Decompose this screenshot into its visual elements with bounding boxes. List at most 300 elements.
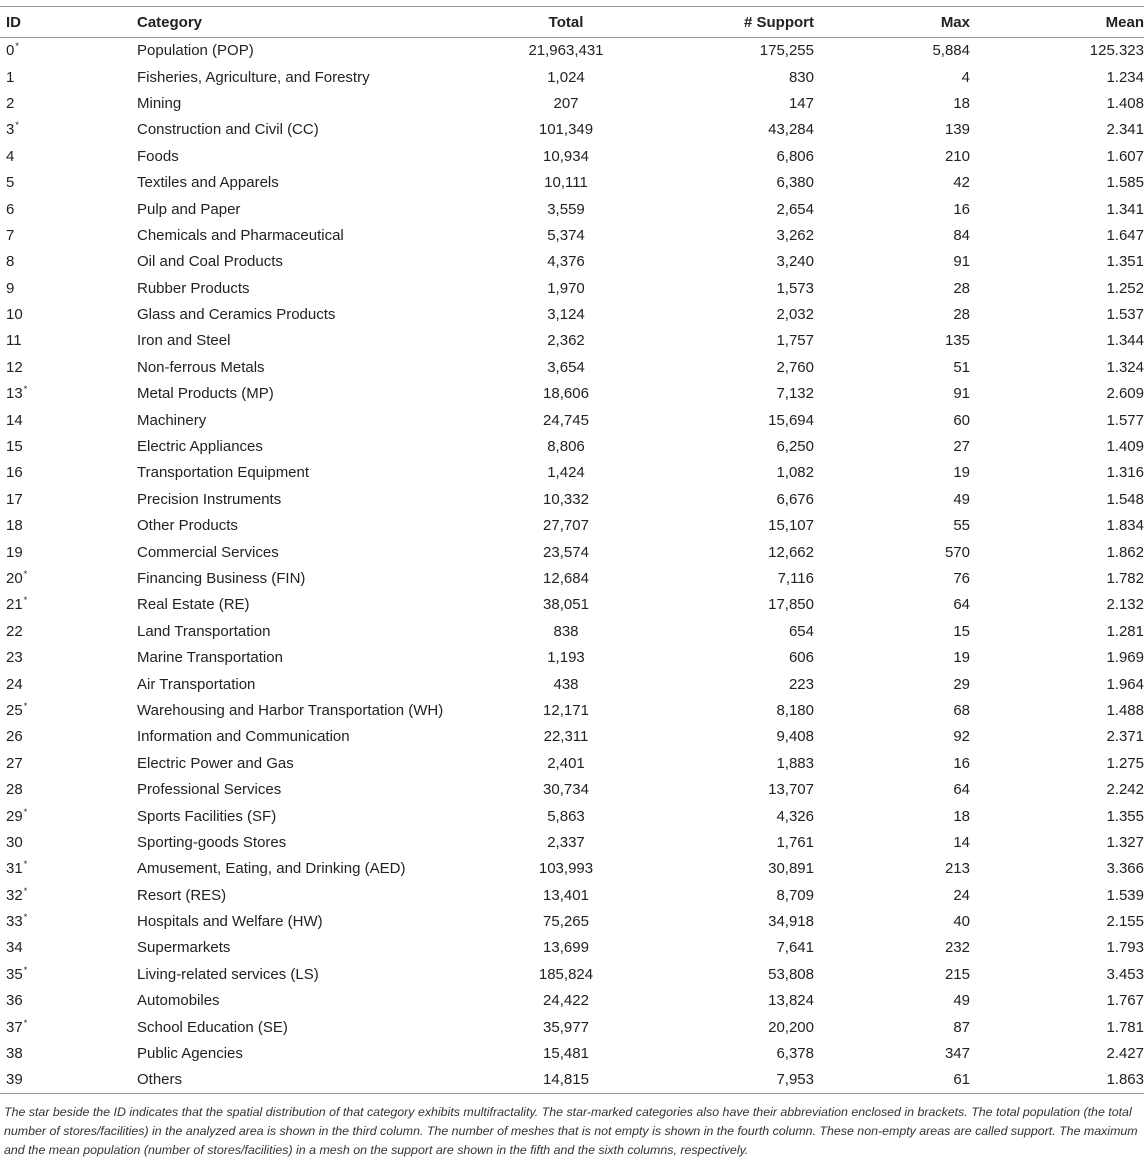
cell-support: 7,132 [776,385,814,403]
id-value: 8 [6,253,15,271]
table-row [0,803,1144,829]
id-value: 9 [6,279,15,297]
cell-support: 1,883 [776,754,814,772]
cell-id [0,354,137,380]
multifractal-star: * [23,912,28,923]
cell-category: Financing Business (FIN) [137,570,306,587]
cell-id [0,988,137,1014]
cell-support: 15,694 [768,411,814,429]
table-row [0,64,1144,90]
cell-support: 8,709 [776,886,814,904]
cell-max: 76 [953,570,970,587]
cell-mean: 1.969 [1106,649,1144,667]
cell-support: 1,082 [776,464,814,482]
table-row [0,829,1144,855]
multifractal-star: * [23,1017,28,1028]
id-value: 12 [6,358,23,376]
table-row [0,275,1144,301]
cell-max: 210 [944,147,970,165]
multifractal-star: * [23,806,28,817]
data-table [0,6,1144,1094]
cell-id [0,143,137,169]
cell-mean: 1.647 [1106,226,1144,244]
id-value: 1 [6,68,15,86]
cell-category: Textiles and Apparels [137,174,279,192]
id-value: 29 [6,807,23,825]
cell-total: 103,993 [538,860,594,878]
id-value: 36 [6,992,23,1010]
id-value: 23 [6,649,23,667]
table-row [0,592,1144,618]
cell-max: 19 [953,649,970,667]
table-row [0,724,1144,750]
cell-support: 1,757 [776,332,814,350]
cell-max: 213 [944,860,970,878]
id-value: 22 [6,622,23,640]
cell-id [0,803,137,829]
cell-category: Transportation Equipment [137,464,310,482]
cell-id [0,1067,137,1093]
header-row [0,7,1144,38]
cell-category: Metal Products (MP) [137,385,274,403]
id-value: 15 [6,438,23,456]
id-value: 10 [6,306,23,324]
table-row [0,961,1144,987]
header-id: ID [6,13,21,31]
header-support: # Support [744,13,814,31]
cell-support: 1,761 [776,833,814,851]
table-row [0,988,1144,1014]
cell-max: 55 [953,517,970,535]
cell-max: 84 [953,226,970,244]
cell-max: 42 [953,174,970,192]
cell-support: 7,953 [776,1071,814,1089]
cell-total: 14,815 [543,1071,589,1089]
cell-max: 91 [953,385,970,403]
cell-total: 27,707 [543,517,589,535]
cell-mean: 1.834 [1106,517,1144,535]
cell-total: 10,934 [543,147,589,165]
cell-mean: 1.964 [1106,675,1144,693]
id-value: 39 [6,1071,23,1089]
header-max: Max [940,13,970,31]
id-value: 4 [6,147,15,165]
table-row [0,1067,1144,1093]
cell-max: 15 [953,622,970,640]
cell-category: Sports Facilities (SF) [137,807,277,825]
cell-category: Information and Communication [137,728,350,746]
id-value: 18 [6,517,23,535]
cell-max: 28 [953,306,970,324]
cell-total: 10,111 [544,174,588,192]
cell-id [0,565,137,591]
cell-mean: 2.427 [1106,1045,1144,1063]
cell-max: 51 [953,358,970,376]
cell-category: Iron and Steel [137,332,231,350]
table-row [0,697,1144,723]
cell-support: 3,240 [776,253,814,271]
cell-mean: 1.781 [1106,1018,1144,1036]
multifractal-star: * [23,859,28,870]
multifractal-star: * [23,569,28,579]
table-row [0,908,1144,934]
cell-id [0,908,137,934]
cell-category: Resort (RES) [137,886,227,904]
cell-category: Mining [137,94,182,112]
cell-id [0,935,137,961]
cell-max: 27 [953,438,970,456]
cell-category: Other Products [137,517,238,535]
cell-mean: 1.275 [1106,754,1144,772]
cell-mean: 1.577 [1106,411,1144,429]
cell-id [0,882,137,908]
table-row [0,618,1144,644]
multifractal-star: * [15,120,19,131]
id-value: 11 [6,332,22,350]
cell-category: Supermarkets [137,939,231,957]
cell-mean: 1.327 [1106,833,1144,851]
cell-support: 7,641 [776,939,814,957]
id-value: 6 [6,200,15,218]
cell-max: 64 [953,596,970,614]
cell-max: 24 [953,886,970,904]
cell-mean: 1.324 [1106,358,1144,376]
cell-support: 6,250 [776,438,814,456]
cell-category: Oil and Coal Products [137,253,283,271]
cell-mean: 1.488 [1106,701,1144,719]
cell-support: 606 [788,649,814,667]
cell-support: 3,262 [776,226,814,244]
cell-total: 207 [553,94,579,112]
cell-mean: 1.316 [1106,464,1144,482]
cell-support: 13,824 [768,992,814,1010]
cell-support: 34,918 [768,913,814,931]
table-caption: The star beside the ID indicates that the spatial distribution of that category exhibits multifractality. The star-marked categories also have their abbreviation enclosed in brackets. The total population (the total number of stores/facilities) in the analyzed area is shown in the third column. The number of meshes that is not empty is shown in the fourth column. These non-empty areas are called support. The maximum and the mean population (number of stores/facilities) in a mesh on the support are shown in the fifth and the sixth columns, respectively. [4,1105,1138,1157]
cell-id [0,539,137,565]
cell-category: Automobiles [137,992,220,1010]
table-row [0,38,1144,64]
cell-support: 830 [788,68,814,86]
cell-category: Fisheries, Agriculture, and Forestry [137,68,370,86]
cell-support: 12,662 [768,543,814,561]
cell-category: Electric Power and Gas [137,754,294,772]
table-row [0,776,1144,802]
cell-category: Non-ferrous Metals [137,358,265,376]
cell-id [0,196,137,222]
cell-max: 28 [953,279,970,297]
cell-id [0,407,137,433]
cell-category: Chemicals and Pharmaceutical [137,226,344,244]
cell-max: 19 [953,464,970,482]
cell-id [0,460,137,486]
id-value: 0 [6,42,15,60]
cell-max: 91 [953,253,970,271]
cell-id [0,486,137,512]
cell-mean: 1.607 [1106,147,1144,165]
cell-id [0,275,137,301]
cell-total: 5,863 [547,807,585,825]
cell-mean: 1.355 [1106,807,1144,825]
cell-max: 18 [953,807,970,825]
cell-id [0,776,137,802]
cell-category: Rubber Products [137,279,250,297]
cell-support: 7,116 [777,570,814,587]
table-row [0,539,1144,565]
cell-total: 22,311 [543,728,589,746]
cell-id [0,169,137,195]
cell-category: Population (POP) [137,42,254,60]
table-row [0,407,1144,433]
cell-max: 570 [944,543,970,561]
cell-max: 5,884 [932,42,970,60]
cell-total: 3,124 [547,306,585,324]
table-row [0,882,1144,908]
cell-total: 2,362 [547,332,585,350]
table-row [0,513,1144,539]
cell-support: 175,255 [759,42,814,60]
cell-support: 147 [788,94,814,112]
cell-id [0,724,137,750]
table-row [0,460,1144,486]
cell-support: 53,808 [768,965,814,983]
cell-total: 838 [553,622,579,640]
cell-total: 75,265 [543,913,589,931]
id-value: 26 [6,728,23,746]
cell-id [0,328,137,354]
cell-max: 16 [953,754,970,772]
cell-category: Public Agencies [137,1045,243,1063]
table-row [0,381,1144,407]
cell-mean: 1.408 [1106,94,1144,112]
cell-id [0,64,137,90]
id-value: 33 [6,913,23,931]
multifractal-star: * [23,595,28,606]
table-row [0,486,1144,512]
id-value: 31 [6,860,23,878]
cell-mean: 1.862 [1106,543,1144,561]
cell-id [0,301,137,327]
header-category: Category [137,13,203,31]
table-row [0,169,1144,195]
cell-max: 61 [953,1071,970,1089]
cell-support: 20,200 [768,1018,814,1036]
cell-category: Pulp and Paper [137,200,241,218]
cell-mean: 3.453 [1106,965,1144,983]
cell-total: 35,977 [543,1018,589,1036]
cell-category: Precision Instruments [137,490,282,508]
cell-max: 139 [944,121,970,139]
cell-mean: 1.585 [1106,174,1144,192]
cell-total: 1,024 [547,68,585,86]
id-value: 7 [6,226,15,244]
cell-id [0,222,137,248]
id-value: 37 [6,1018,23,1036]
cell-mean: 1.539 [1106,886,1144,904]
id-value: 38 [6,1045,23,1063]
cell-id [0,38,137,64]
table-row [0,143,1144,169]
id-value: 5 [6,174,15,192]
id-value: 28 [6,781,23,799]
cell-total: 15,481 [543,1045,589,1063]
cell-max: 18 [953,94,970,112]
cell-category: Land Transportation [137,622,271,640]
cell-max: 87 [953,1018,970,1036]
table-row [0,433,1144,459]
cell-mean: 1.537 [1106,306,1144,324]
cell-max: 40 [953,913,970,931]
cell-mean: 125.323 [1089,42,1144,60]
cell-mean: 2.371 [1106,728,1144,746]
cell-total: 1,970 [547,279,585,297]
cell-mean: 2.155 [1106,913,1144,931]
cell-max: 29 [953,675,970,693]
table-row [0,354,1144,380]
cell-id [0,618,137,644]
cell-category: Air Transportation [137,675,256,693]
table-row [0,1014,1144,1040]
cell-mean: 1.351 [1106,253,1144,271]
cell-mean: 2.132 [1106,596,1144,614]
cell-total: 21,963,431 [528,42,604,60]
cell-support: 654 [788,622,814,640]
id-value: 34 [6,939,23,957]
id-value: 27 [6,754,23,772]
id-value: 21 [6,596,23,614]
cell-total: 24,422 [543,992,589,1010]
id-value: 32 [6,886,23,904]
cell-max: 232 [944,939,970,957]
id-value: 24 [6,675,23,693]
cell-support: 2,760 [776,358,814,376]
cell-total: 2,401 [547,754,585,772]
cell-max: 4 [961,68,970,86]
cell-category: Foods [137,147,179,165]
cell-support: 4,326 [776,807,814,825]
cell-total: 10,332 [543,490,589,508]
multifractal-star: * [23,964,28,975]
cell-total: 438 [553,675,579,693]
cell-category: Professional Services [137,781,282,799]
cell-category: Warehousing and Harbor Transportation (WH) [137,701,444,719]
cell-total: 24,745 [543,411,589,429]
cell-id [0,1040,137,1066]
cell-total: 13,401 [543,886,589,904]
cell-max: 215 [944,965,970,983]
cell-id [0,961,137,987]
cell-category: Hospitals and Welfare (HW) [137,913,323,931]
cell-id [0,90,137,116]
table-row [0,1040,1144,1066]
cell-mean: 2.609 [1106,385,1144,403]
cell-category: Construction and Civil (CC) [137,121,319,139]
cell-id [0,697,137,723]
cell-total: 30,734 [543,781,589,799]
table-row [0,671,1144,697]
id-value: 30 [6,833,23,851]
cell-total: 13,699 [543,939,589,957]
cell-total: 38,051 [543,596,589,614]
cell-category: Glass and Ceramics Products [137,306,336,324]
cell-mean: 1.767 [1106,992,1144,1010]
cell-id [0,750,137,776]
multifractal-star: * [15,41,19,52]
cell-id [0,592,137,618]
cell-total: 185,824 [538,965,594,983]
cell-id [0,249,137,275]
table-row [0,222,1144,248]
cell-mean: 1.341 [1106,200,1144,218]
table-row [0,644,1144,670]
id-value: 13 [6,385,23,403]
cell-id [0,513,137,539]
id-value: 14 [6,411,23,429]
cell-support: 223 [788,675,814,693]
cell-mean: 2.341 [1106,121,1144,139]
cell-category: School Education (SE) [137,1018,288,1036]
cell-category: Amusement, Eating, and Drinking (AED) [137,860,406,878]
cell-category: Sporting-goods Stores [137,833,287,851]
cell-support: 6,676 [776,490,814,508]
cell-max: 347 [944,1045,970,1063]
cell-total: 8,806 [547,438,585,456]
id-value: 3 [6,121,15,139]
cell-mean: 3.366 [1106,860,1144,878]
cell-category: Commercial Services [137,543,279,561]
table-row [0,196,1144,222]
cell-max: 49 [953,490,970,508]
cell-max: 64 [953,781,970,799]
multifractal-star: * [23,384,28,395]
cell-category: Others [137,1071,183,1089]
cell-id [0,1014,137,1040]
cell-support: 13,707 [768,781,814,799]
cell-id [0,644,137,670]
cell-max: 16 [953,200,970,218]
cell-support: 6,380 [776,174,814,192]
multifractal-star: * [23,885,28,896]
cell-support: 15,107 [768,517,814,535]
cell-id [0,433,137,459]
cell-mean: 1.281 [1106,622,1144,640]
cell-total: 23,574 [543,543,589,561]
cell-mean: 1.793 [1106,939,1144,957]
cell-total: 12,171 [543,701,589,719]
header-total: Total [548,13,584,31]
table-row [0,117,1144,143]
cell-support: 6,378 [776,1045,814,1063]
cell-total: 3,654 [547,358,585,376]
cell-support: 1,573 [776,279,814,297]
table-row [0,90,1144,116]
cell-support: 8,180 [776,701,814,719]
cell-mean: 1.782 [1106,570,1144,587]
cell-total: 3,559 [547,200,585,218]
cell-mean: 1.548 [1106,490,1144,508]
cell-max: 92 [953,728,970,746]
cell-total: 1,193 [547,649,585,667]
cell-total: 5,374 [547,226,585,244]
cell-mean: 1.409 [1106,438,1144,456]
table-row [0,249,1144,275]
id-value: 35 [6,965,23,983]
header-mean: Mean [1105,13,1144,31]
id-value: 19 [6,543,23,561]
cell-total: 1,424 [547,464,585,482]
cell-total: 2,337 [547,833,585,851]
table-row [0,565,1144,591]
cell-max: 49 [953,992,970,1010]
